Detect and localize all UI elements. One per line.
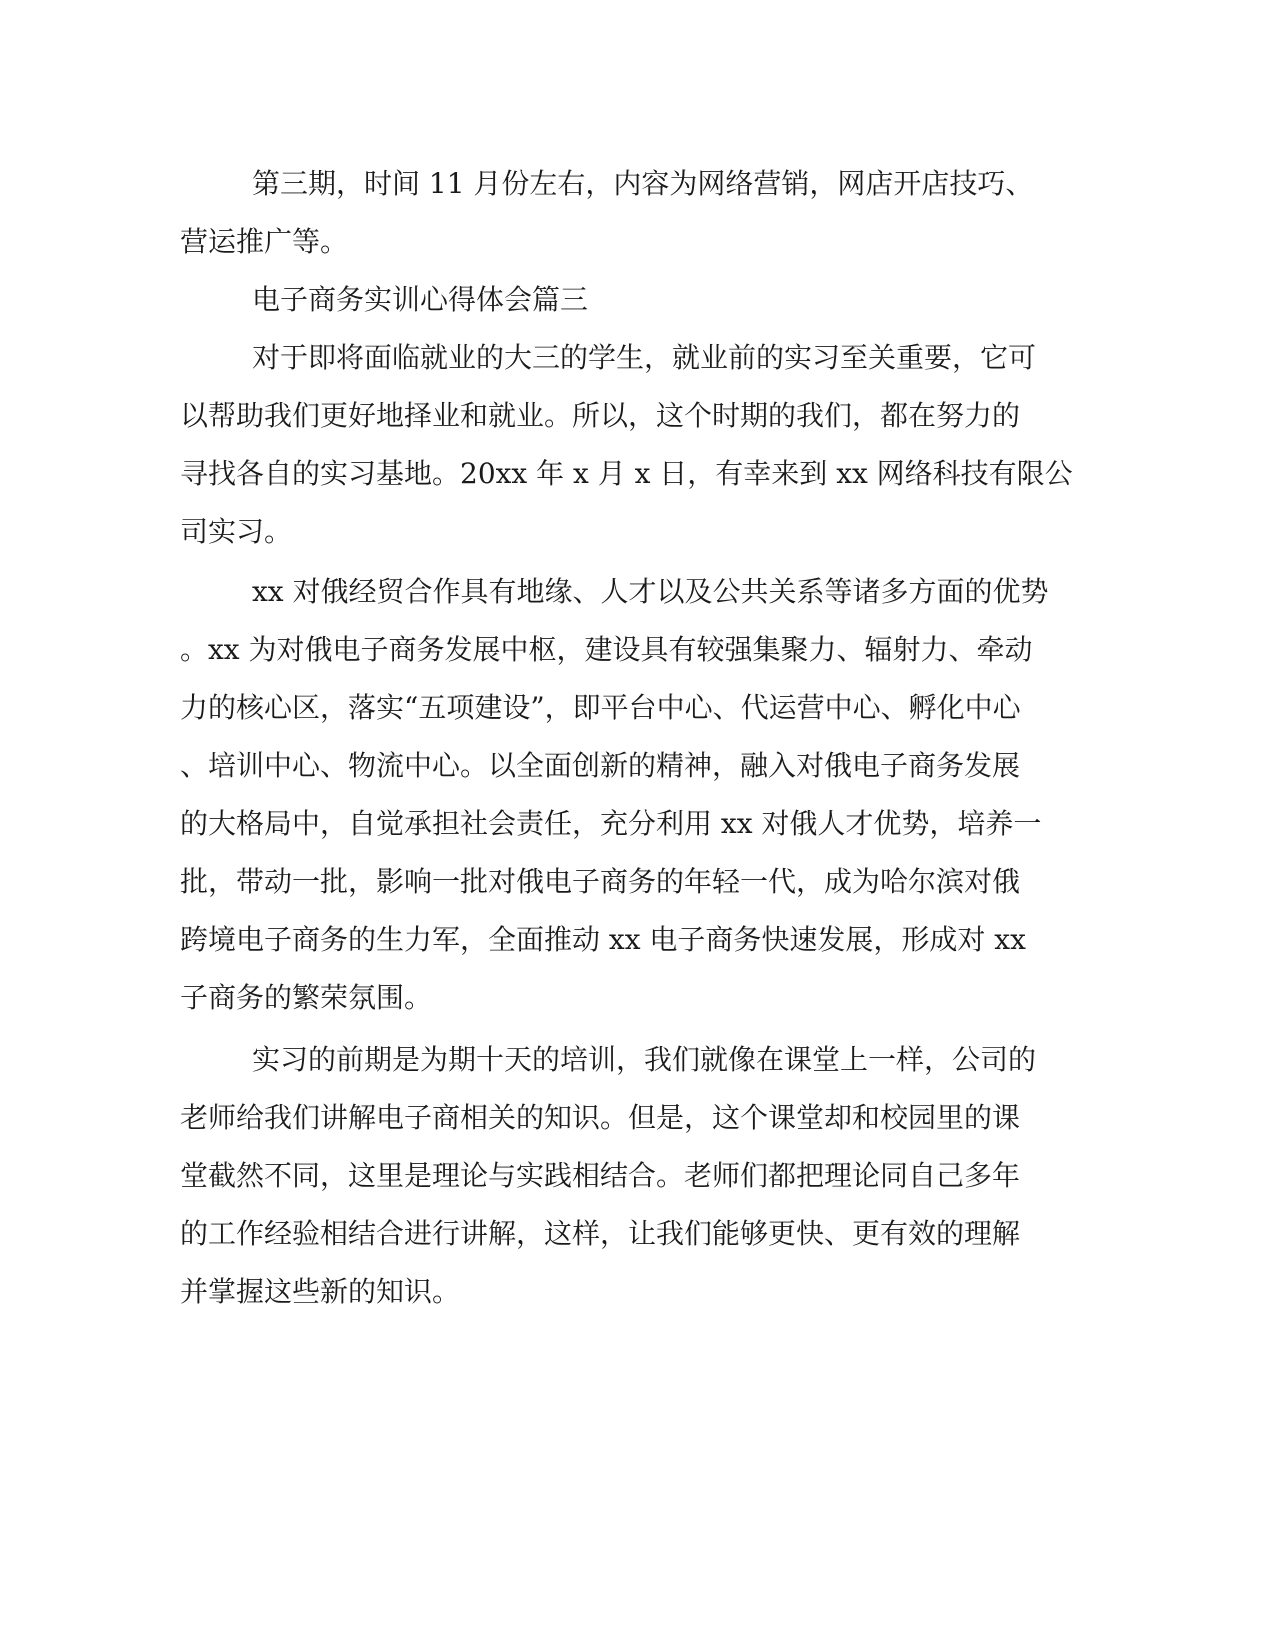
text-line: 批，带动一批，影响一批对俄电子商务的年轻一代，成为哈尔滨对俄 bbox=[180, 865, 1021, 898]
text-line: 老师给我们讲解电子商相关的知识。但是，这个课堂却和校园里的课 bbox=[180, 1101, 1021, 1134]
text-line: 对于即将面临就业的大三的学生，就业前的实习至关重要，它可 bbox=[252, 341, 1037, 374]
section-heading: 电子商务实训心得体会篇三 bbox=[252, 283, 589, 316]
text-line: 并掌握这些新的知识。 bbox=[180, 1275, 461, 1308]
text-line: 寻找各自的实习基地。20xx 年 x 月 x 日，有幸来到 xx 网络科技有限公 bbox=[180, 457, 1073, 490]
text-line: xx 对俄经贸合作具有地缘、人才以及公共关系等诸多方面的优势 bbox=[252, 575, 1049, 608]
text-line: 、培训中心、物流中心。以全面创新的精神，融入对俄电子商务发展 bbox=[180, 749, 1021, 782]
text-line: 以帮助我们更好地择业和就业。所以，这个时期的我们，都在努力的 bbox=[180, 399, 1021, 432]
text-line: 子商务的繁荣氛围。 bbox=[180, 981, 433, 1014]
text-line: 实习的前期是为期十天的培训，我们就像在课堂上一样，公司的 bbox=[252, 1043, 1037, 1076]
text-line: 力的核心区，落实“五项建设”，即平台中心、代运营中心、孵化中心 bbox=[180, 691, 1021, 724]
text-line: 。xx 为对俄电子商务发展中枢，建设具有较强集聚力、辐射力、牵动 bbox=[180, 633, 1033, 666]
text-line: 营运推广等。 bbox=[180, 225, 349, 258]
text-line: 第三期，时间 11 月份左右，内容为网络营销，网店开店技巧、 bbox=[252, 167, 1034, 200]
text-line: 堂截然不同，这里是理论与实践相结合。老师们都把理论同自己多年 bbox=[180, 1159, 1021, 1192]
text-line: 跨境电子商务的生力军，全面推动 xx 电子商务快速发展，形成对 xx bbox=[180, 923, 1026, 956]
text-line: 的大格局中，自觉承担社会责任，充分利用 xx 对俄人才优势，培养一 bbox=[180, 807, 1042, 840]
text-line: 司实习。 bbox=[180, 515, 293, 548]
text-line: 的工作经验相结合进行讲解，这样，让我们能够更快、更有效的理解 bbox=[180, 1217, 1021, 1250]
